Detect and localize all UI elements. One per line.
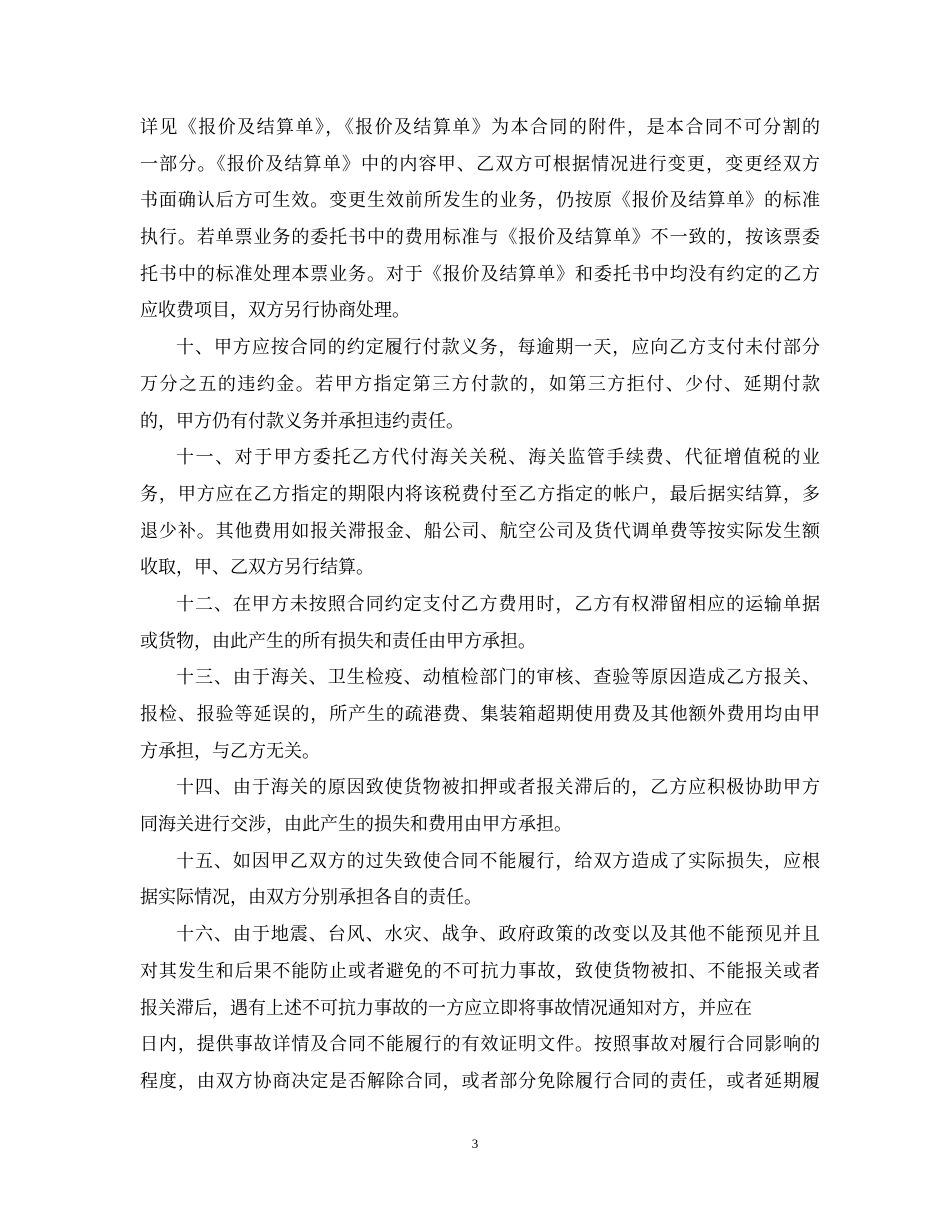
text-line: 程度，由双方协商决定是否解除合同，或者部分免除履行合同的责任，或者延期履 xyxy=(140,1070,820,1092)
text-line: 同海关进行交涉，由此产生的损失和费用由甲方承担。 xyxy=(140,814,572,836)
text-line: 退少补。其他费用如报关滞报金、船公司、航空公司及货代调单费等按实际发生额 xyxy=(140,520,820,542)
text-line: 万分之五的违约金。若甲方指定第三方付款的，如第三方拒付、少付、延期付款 xyxy=(140,373,820,395)
clause-15-first-line: 十五、如因甲乙双方的过失致使合同不能履行，给双方造成了实际损失，应根 xyxy=(176,850,820,872)
text-line: 应收费项目，双方另行协商处理。 xyxy=(140,300,410,322)
text-line: 或货物，由此产生的所有损失和责任由甲方承担。 xyxy=(140,630,536,652)
text-line: 报关滞后，遇有上述不可抗力事故的一方应立即将事故情况通知对方，并应在 xyxy=(140,997,752,1019)
text-line: 托书中的标准处理本票业务。对于《报价及结算单》和委托书中均没有约定的乙方 xyxy=(140,263,820,285)
clause-12-first-line: 十二、在甲方未按照合同约定支付乙方费用时，乙方有权滞留相应的运输单据 xyxy=(176,593,820,615)
text-line: 方承担，与乙方无关。 xyxy=(140,740,320,762)
document-body xyxy=(140,110,820,1101)
text-line: 报检、报验等延误的，所产生的疏港费、集装箱超期使用费及其他额外费用均由甲 xyxy=(140,704,820,725)
text-line: 务，甲方应在乙方指定的期限内将该税费付至乙方指定的帐户，最后据实结算，多 xyxy=(140,483,820,505)
text-line: 详见《报价及结算单》，《报价及结算单》为本合同的附件，是本合同不可分割的 xyxy=(140,117,820,138)
text-line: 日内，提供事故详情及合同不能履行的有效证明文件。按照事故对履行合同影响的 xyxy=(140,1034,820,1056)
text-line: 据实际情况，由双方分别承担各自的责任。 xyxy=(140,887,482,909)
clause-16-first-line: 十六、由于地震、台风、水灾、战争、政府政策的改变以及其他不能预见并且 xyxy=(176,924,820,946)
text-line: 的，甲方仍有付款义务并承担违约责任。 xyxy=(140,410,464,432)
clause-10-first-line: 十、甲方应按合同的约定履行付款义务，每逾期一天，应向乙方支付未付部分 xyxy=(176,337,820,359)
text-line: 一部分。《报价及结算单》中的内容甲、乙双方可根据情况进行变更，变更经双方 xyxy=(140,153,820,175)
page-number: 3 xyxy=(471,1136,479,1151)
clause-14-first-line: 十四、由于海关的原因致使货物被扣押或者报关滞后的，乙方应积极协助甲方 xyxy=(176,777,820,799)
clause-11-first-line: 十一、对于甲方委托乙方代付海关关税、海关监管手续费、代征增值税的业 xyxy=(176,447,820,469)
text-line: 执行。若单票业务的委托书中的费用标准与《报价及结算单》不一致的，按该票委 xyxy=(140,227,820,249)
text-line: 书面确认后方可生效。变更生效前所发生的业务，仍按原《报价及结算单》的标准 xyxy=(140,190,820,212)
clause-13-first-line: 十三、由于海关、卫生检疫、动植检部门的审核、查验等原因造成乙方报关、 xyxy=(176,667,820,689)
text-line: 对其发生和后果不能防止或者避免的不可抗力事故，致使货物被扣、不能报关或者 xyxy=(140,960,820,982)
text-line: 收取，甲、乙双方另行结算。 xyxy=(140,557,374,579)
